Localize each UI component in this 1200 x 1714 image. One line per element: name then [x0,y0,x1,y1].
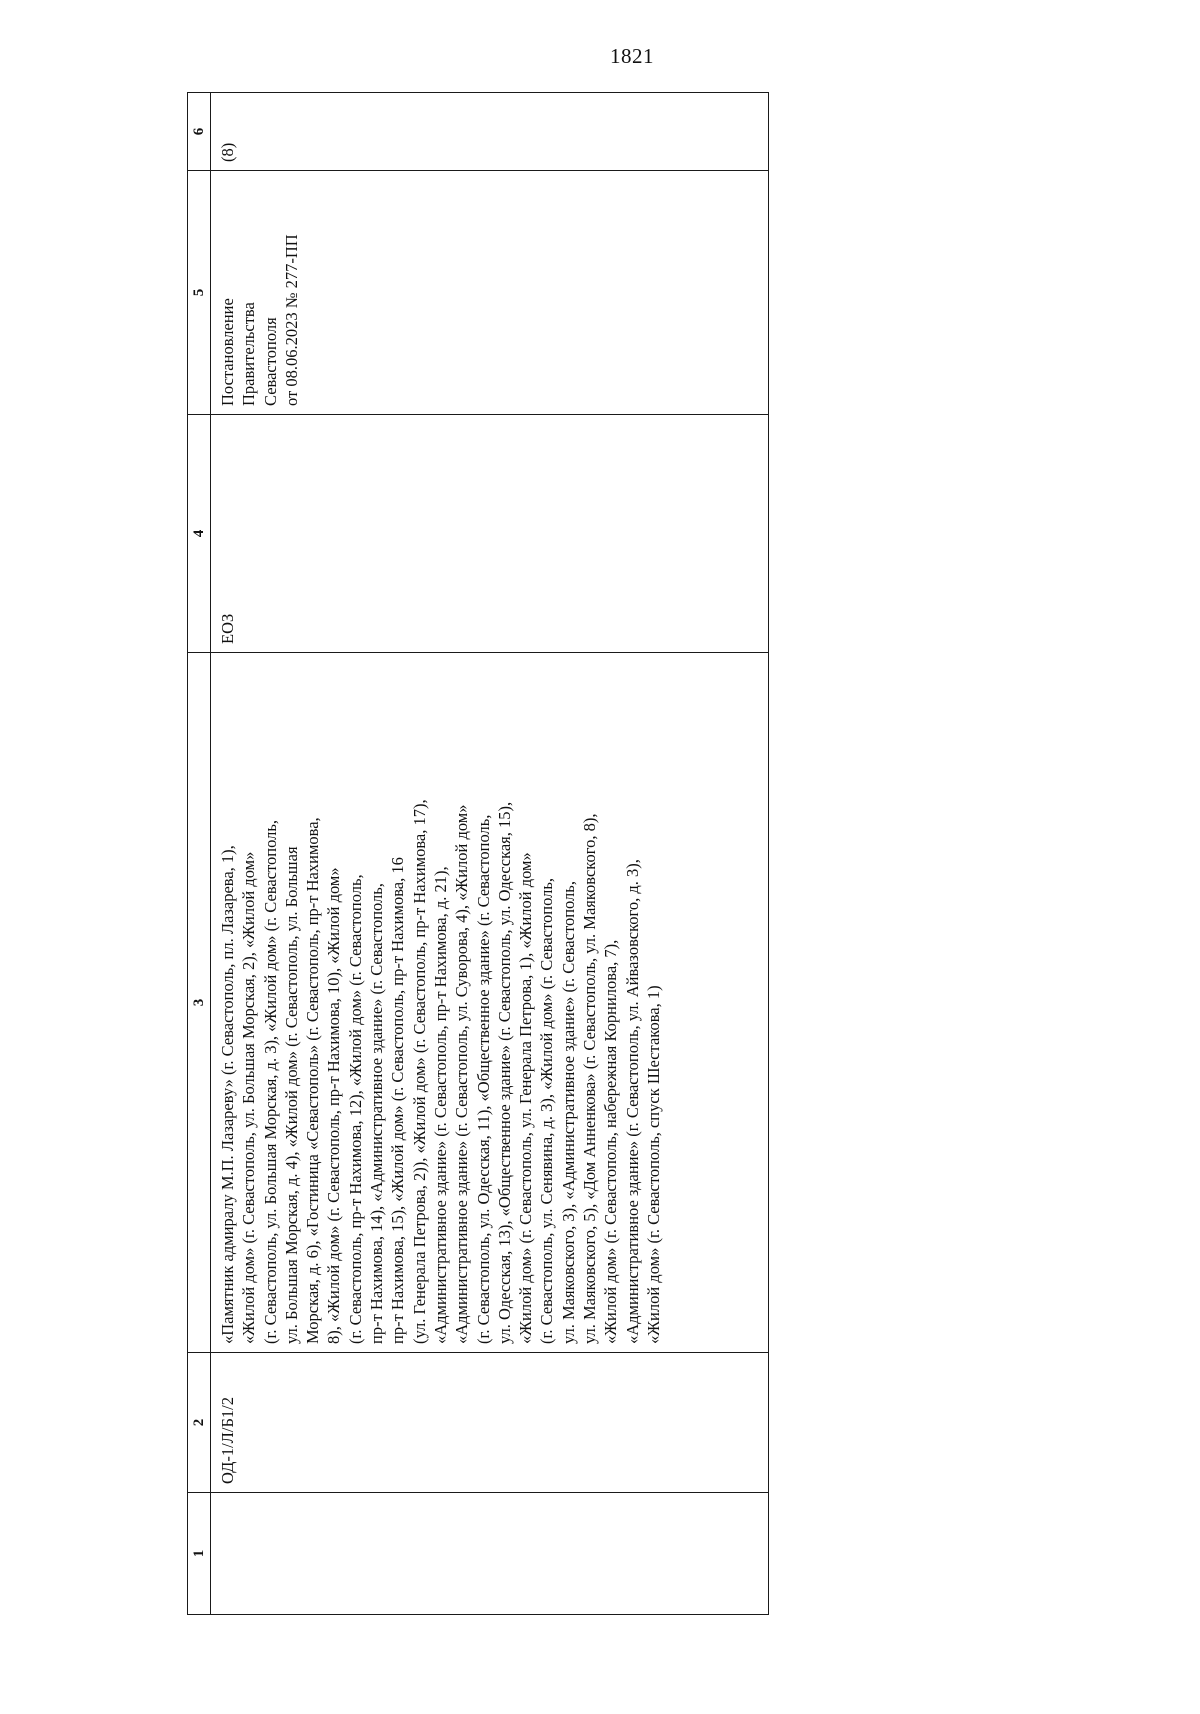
page-number: 1821 [610,44,654,68]
document-table [187,92,769,1615]
header-col-2: 2 [188,1353,211,1493]
header-col-1: 1 [188,1493,211,1615]
rotated-table-container [187,93,769,1615]
table-header-row [188,93,211,1615]
cell-zone-type: ЕОЗ [211,415,769,653]
cell-legal-act: Постановление Правительства Севастополя от 08.06.2023 № 277-ПП [211,171,769,415]
header-col-3: 3 [188,653,211,1353]
cell-zone-code: ОД-1/Л/Б1/2 [211,1353,769,1493]
cell-col-1 [211,1493,769,1615]
header-col-4: 4 [188,415,211,653]
table-row [211,93,769,1615]
cell-note: (8) [211,93,769,171]
header-col-6: 6 [188,93,211,171]
header-col-5: 5 [188,171,211,415]
cell-objects-list: «Памятник адмиралу М.П. Лазареву» (г. Севастополь, пл. Лазарева, 1), «Жилой дом» (г. Севастополь, ул. Большая Морская, 2), «Жилой дом» (г. Севастополь, ул. Большая Морская, д. 3), «Жилой дом» (г. Севастополь, ул. Большая Морская, д. 4), «Жилой дом» (г. Севастополь, ул. Большая Морская, д. 6), «Гостиница «Севастополь» (г. Севастополь, пр-т Нахимова, 8), «Жилой дом» (г. Севастополь, пр-т Нахимова, 10), «Жилой дом» (г. Севастополь, пр-т Нахимова, 12), «Жилой дом» (г. Севастополь, пр-т Нахимова, 14), «Административное здание» (г. Севастополь, пр-т Нахимова, 15), «Жилой дом» (г. Севастополь, пр-т Нахимова, 16 (ул. Генерала Петрова, 2)), «Жилой дом» (г. Севастополь, пр-т Нахимова, 17), «Административное здание» (г. Севастополь, пр-т Нахимова, д. 21), «Административное здание» (г. Севастополь, ул. Суворова, 4), «Жилой дом» (г. Севастополь, ул. Одесская, 11), «Общественное здание» (г. Севастополь, ул. Одесская, 13), «Общественное здание» (г. Севастополь, ул. Одесская, 15), «Жилой дом» (г. Севастополь, ул. Генерала Петрова, 1), «Жилой дом» (г. Севастополь, ул. Сенявина, д. 3), «Жилой дом» (г. Севастополь, ул. Маяковского, 3), «Административное здание» (г. Севастополь, ул. Маяковского, 5), «Дом Анненкова» (г. Севастополь, ул. Маяковского, 8), «Жилой дом» (г. Севастополь, набережная Корнилова, 7), «Административное здание» (г. Севастополь, ул. Айвазовского, д. 3), «Жилой дом» (г. Севастополь, спуск Шестакова, 1) [211,653,769,1353]
